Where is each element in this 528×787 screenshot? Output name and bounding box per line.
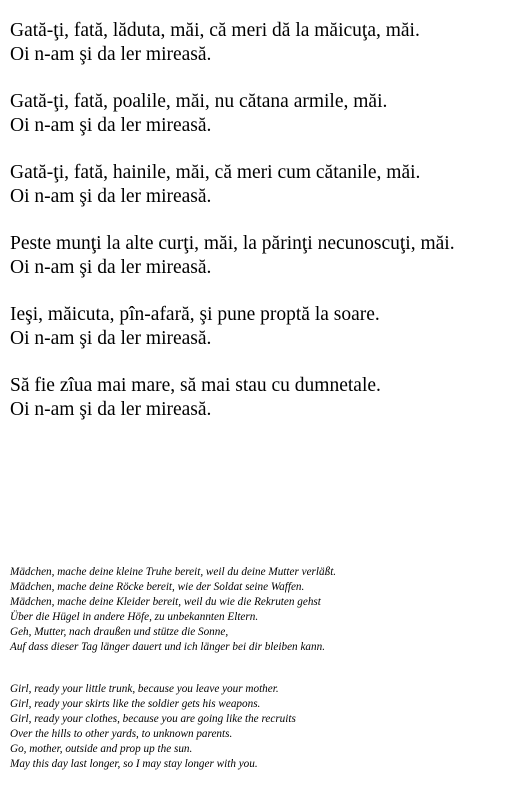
- translation-german: [10, 565, 522, 655]
- stanza: [10, 19, 522, 67]
- translation-line: Mädchen, mache deine Kleider bereit, weil du wie die Rekruten gehst: [10, 596, 321, 608]
- translation-line: Mädchen, mache deine kleine Truhe bereit, weil du deine Mutter verläßt.: [10, 566, 337, 578]
- verse-line: Peste munţi la alte curţi, măi, la părinţi necunoscuţi, măi.: [10, 233, 455, 254]
- translation-line: Auf dass dieser Tag länger dauert und ich länger bei dir bleiben kann.: [10, 641, 325, 653]
- refrain-line: Oi n-am şi da ler mireasă.: [10, 257, 212, 278]
- refrain-line: Oi n-am şi da ler mireasă.: [10, 328, 212, 349]
- verse-line: Gată-ţi, fată, poalile, măi, nu cătana armile, măi.: [10, 91, 388, 112]
- stanza: [10, 90, 522, 138]
- stanza: [10, 161, 522, 209]
- refrain-line: Oi n-am şi da ler mireasă.: [10, 186, 212, 207]
- refrain-line: Oi n-am şi da ler mireasă.: [10, 44, 212, 65]
- translation-line: Geh, Mutter, nach draußen und stütze die Sonne,: [10, 626, 229, 638]
- poem-romanian: [10, 19, 522, 445]
- stanza: [10, 374, 522, 422]
- translation-line: Over the hills to other yards, to unknown parents.: [10, 728, 233, 740]
- translation-line: Girl, ready your clothes, because you are going like the recruits: [10, 713, 296, 725]
- refrain-line: Oi n-am şi da ler mireasă.: [10, 115, 212, 136]
- translation-line: May this day last longer, so I may stay longer with you.: [10, 758, 258, 770]
- verse-line: Gată-ţi, fată, lăduta, măi, că meri dă la măicuţa, măi.: [10, 20, 420, 41]
- verse-line: Ieşi, măicuta, pîn-afară, şi pune proptă la soare.: [10, 304, 380, 325]
- translation-line: Go, mother, outside and prop up the sun.: [10, 743, 193, 755]
- verse-line: Gată-ţi, fată, hainile, măi, că meri cum cătanile, măi.: [10, 162, 421, 183]
- stanza: [10, 232, 522, 280]
- refrain-line: Oi n-am şi da ler mireasă.: [10, 399, 212, 420]
- translation-line: Mädchen, mache deine Röcke bereit, wie der Soldat seine Waffen.: [10, 581, 305, 593]
- stanza: [10, 303, 522, 351]
- translation-line: Girl, ready your little trunk, because you leave your mother.: [10, 683, 279, 695]
- translation-line: Über die Hügel in andere Höfe, zu unbekannten Eltern.: [10, 611, 259, 623]
- translation-line: Girl, ready your skirts like the soldier gets his weapons.: [10, 698, 261, 710]
- verse-line: Să fie zîua mai mare, să mai stau cu dumnetale.: [10, 375, 381, 396]
- translation-english: [10, 682, 522, 772]
